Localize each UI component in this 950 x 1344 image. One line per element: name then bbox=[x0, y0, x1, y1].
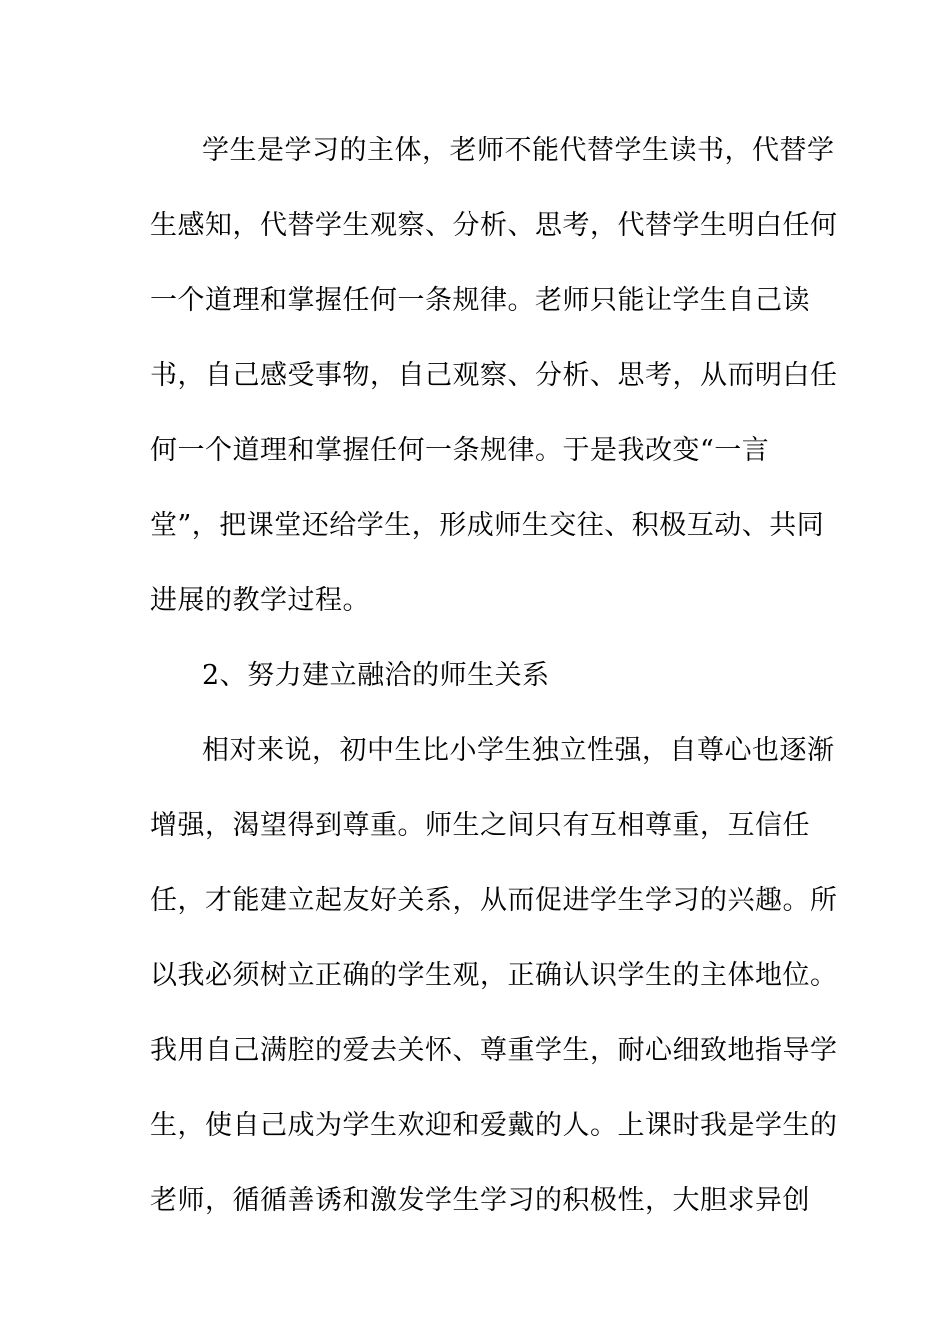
paragraph-2-line-3: 任，才能建立起友好关系，从而促进学生学习的兴趣。所 bbox=[150, 885, 838, 916]
section-heading: 2、努力建立融洽的师生关系 bbox=[202, 660, 550, 691]
paragraph-2-line-1: 相对来说，初中生比小学生独立性强，自尊心也逐渐 bbox=[202, 735, 835, 766]
paragraph-1-line-5: 何一个道理和掌握任何一条规律。于是我改变“一言 bbox=[150, 435, 770, 466]
paragraph-1-line-6: 堂”，把课堂还给学生，形成师生交往、积极互动、共同 bbox=[150, 510, 825, 541]
paragraph-1-line-2: 生感知，代替学生观察、分析、思考，代替学生明白任何 bbox=[150, 210, 838, 241]
paragraph-2-line-5: 我用自己满腔的爱去关怀、尊重学生，耐心细致地指导学 bbox=[150, 1035, 838, 1066]
paragraph-1-line-3: 一个道理和掌握任何一条规律。老师只能让学生自己读 bbox=[150, 285, 810, 316]
paragraph-2-line-7: 老师，循循善诱和激发学生学习的积极性，大胆求异创 bbox=[150, 1185, 810, 1216]
paragraph-2-line-4: 以我必须树立正确的学生观，正确认识学生的主体地位。 bbox=[150, 960, 838, 991]
paragraph-1-line-7: 进展的教学过程。 bbox=[150, 585, 370, 616]
paragraph-1-line-4: 书，自己感受事物，自己观察、分析、思考，从而明白任 bbox=[150, 360, 838, 391]
paragraph-1-line-1: 学生是学习的主体，老师不能代替学生读书，代替学 bbox=[202, 135, 835, 166]
paragraph-2-line-6: 生，使自己成为学生欢迎和爱戴的人。上课时我是学生的 bbox=[150, 1110, 838, 1141]
paragraph-2-line-2: 增强，渴望得到尊重。师生之间只有互相尊重，互信任 bbox=[150, 810, 810, 841]
